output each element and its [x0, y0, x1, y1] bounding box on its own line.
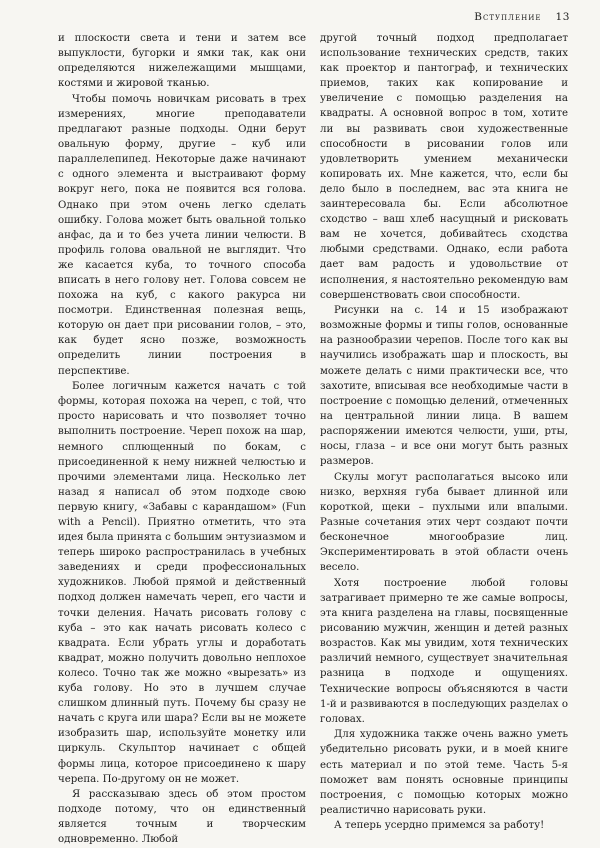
paragraph: Чтобы помочь новичкам рисовать в трех измерениях, многие преподаватели предлагают разные подходы. Одни берут овальную форму, другие – куб или параллелепипед. Некоторые даже начинают с одного элемента и выстраивают форму вокруг него, пока не появится вся голова. Однако при этом очень легко сделать ошибку. Голова может быть овальной только анфас, да и то без учета линии челюсти. В профиль голова овальной не выглядит. Что же касается куба, то точного способа вписать в него голову нет. Голова совсем не похожа на куб, с какого ракурса ни посмотри. Единственная полезная вещь, которую он дает при рисовании голов, – это, как будет ясно позже, возможность определить линии построения в перспективе. [58, 93, 306, 377]
right-column [320, 31, 568, 832]
paragraph: Скулы могут располагаться высоко или низко, верхняя губа бывает длинной или короткой, щеки – пухлыми или впалыми. Разные сочетания этих черт создают почти бесконечное многообразие лиц. Экспериментировать в этой области очень весело. [320, 471, 568, 574]
page-number: 13 [555, 11, 570, 23]
paragraph: другой точный подход предполагает использование технических средств, таких как проектор и пантограф, и технических приемов, таких как копирование и увеличение с помощью разделения на квадраты. А основной вопрос в том, хотите ли вы развивать свои художественные способности в рисовании голов или удовлетворить умением механически копировать их. Мне кажется, что, если бы дело было в последнем, вас эта книга не заинтересовала бы. Если абсолютное сходство – ваш хлеб насущный и рисковать вам не хочется, добивайтесь сходства любыми средствами. Однако, если работа дает вам радость и удовольствие от исполнения, я настоятельно рекомендую вам совершенствовать свои способности. [320, 33, 568, 301]
paragraph: Рисунки на с. 14 и 15 изображают возможные формы и типы голов, основанные на разнообразии черепов. После того как вы научились изображать шар и плоскость, вы можете делать с ними практически все, что захотите, вписывая все необходимые части в построение с помощью делений, отмеченных на центральной линии лица. В вашем распоряжении имеются челюсти, уши, рты, носы, глаза – и все они могут быть разных размеров. [320, 305, 568, 468]
paragraph: Я рассказываю здесь об этом простом подходе потому, что он единственный является точным и творческим одновременно. Любой [58, 789, 306, 846]
paragraph: Для художника также очень важно уметь убедительно рисовать руки, и в моей книге есть материал и по этой теме. Часть 5-я поможет вам понять основные принципы построения, с помощью которых можно реалистично нарисовать руки. [320, 729, 568, 816]
paragraph: А теперь усердно примемся за работу! [334, 820, 545, 832]
paragraph: Более логичным кажется начать с той формы, которая похожа на череп, с той, что просто нарисовать и что позволяет точно выполнить построение. Череп похож на шар, немного сплющенный по бокам, с присоединенной к нему нижней челюстью и прочими элементами лица. Несколько лет назад я написал об этом подходе свою первую книгу, «Забавы с карандашом» (Fun with a Pencil). Приятно отметить, что эта идея была принята с большим энтузиазмом и теперь широко распространилась в учебных заведениях и среди профессиональных художников. Любой прямой и действенный подход должен намечать череп, его части и точки деления. Начать рисовать голову с куба – это как начать рисовать колесо с квадрата. Если убрать углы и доработать квадрат, можно получить довольно неплохое колесо. Точно так же можно «вырезать» из куба голову. Но это в лучшем случае слишком длинный путь. Почему бы сразу не начать с круга или шара? Если вы не можете изобразить шар, используйте монетку или циркуль. Скульптор начинает с общей формы лица, которое присоединено к шару черепа. По-другому он не может. [58, 381, 306, 785]
paragraph: и плоскости света и тени и затем все выпуклости, бугорки и ямки так, как они определяются нижележащими мышцами, костями и жировой тканью. [58, 33, 306, 90]
section-title: Вступление [474, 11, 542, 23]
running-header [474, 11, 570, 23]
paragraph: Хотя построение любой головы затрагивает примерно те же самые вопросы, эта книга разделена на главы, посвященные рисованию мужчин, женщин и детей разных возрастов. Как мы увидим, хотя технических различий немного, существует значительная разница в подходе и ощущениях. Технические вопросы объясняются в части 1-й и развиваются в последующих разделах о головах. [320, 577, 568, 725]
left-column [58, 31, 306, 846]
text-columns [58, 31, 568, 846]
